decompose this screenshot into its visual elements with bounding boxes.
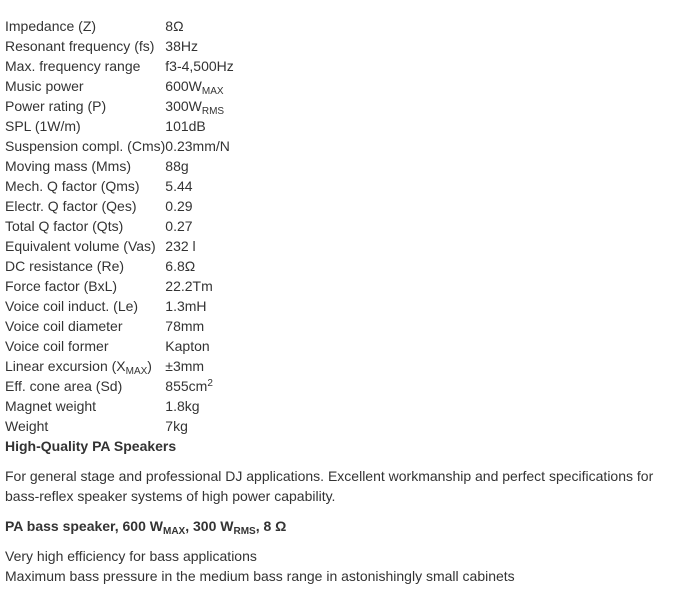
spec-value: $300W_{RMS}$ xyxy=(165,98,225,117)
spec-value: 22.2Tm xyxy=(165,278,213,294)
spec-label: Electr. Q factor (Qes) xyxy=(5,198,137,214)
feature-item: Maximum bass pressure in the medium bass range in astonishingly small cabinets xyxy=(5,568,515,584)
spec-row xyxy=(5,16,234,36)
spec-row xyxy=(5,356,234,376)
spec-value: 232 l xyxy=(165,238,196,254)
spec-label: Voice coil former xyxy=(5,338,109,354)
spec-label: Moving mass (Mms) xyxy=(5,158,132,174)
spec-row xyxy=(5,96,234,116)
spec-value: 8Ω xyxy=(165,18,184,34)
spec-row xyxy=(5,276,234,296)
spec-row xyxy=(5,296,234,316)
spec-label: Magnet weight xyxy=(5,398,97,414)
spec-label: Suspension compl. (Cms) xyxy=(5,138,166,154)
spec-value: 0.27 xyxy=(165,218,193,234)
spec-label: Mech. Q factor (Qms) xyxy=(5,178,140,194)
spec-row xyxy=(5,36,234,56)
spec-label: Equivalent volume (Vas) xyxy=(5,238,156,254)
spec-value: 88g xyxy=(165,158,189,174)
spec-value: $855cm^2$ xyxy=(165,378,213,394)
spec-value: f3-4,500Hz xyxy=(165,58,234,74)
spec-label: Linear excursion $(X_{MAX})$ xyxy=(5,358,152,377)
spec-value: 1.3mH xyxy=(165,298,207,314)
spec-label: Impedance (Z) xyxy=(5,18,97,34)
spec-value: 0.29 xyxy=(165,198,193,214)
spec-row xyxy=(5,236,234,256)
spec-value: 78mm xyxy=(165,318,205,334)
spec-row xyxy=(5,316,234,336)
spec-row xyxy=(5,176,234,196)
specs-table xyxy=(5,16,234,436)
spec-value: 0.23mm/N xyxy=(165,138,230,154)
spec-label: Voice coil induct. (Le) xyxy=(5,298,139,314)
spec-value: 38Hz xyxy=(165,38,198,54)
spec-value: 6.8Ω xyxy=(165,258,196,274)
spec-label: Voice coil diameter xyxy=(5,318,123,334)
spec-row xyxy=(5,116,234,136)
spec-label: Force factor (BxL) xyxy=(5,278,118,294)
spec-label: Power rating (P) xyxy=(5,98,107,114)
spec-row xyxy=(5,336,234,356)
product-heading: High-Quality PA Speakers xyxy=(5,438,177,454)
spec-row xyxy=(5,216,234,236)
product-subheading: PA bass speaker, 600 $W_{MAX}$, 300 $W_{RMS}$, 8 Ω xyxy=(5,518,287,537)
spec-value: 5.44 xyxy=(165,178,193,194)
spec-label: Weight xyxy=(5,418,49,434)
intro-paragraph: For general stage and professional DJ applications. Excellent workmanship and perfect specifications for bass-reflex speaker systems of high power capability. xyxy=(5,468,654,504)
spec-row xyxy=(5,56,234,76)
spec-label: SPL (1W/m) xyxy=(5,118,81,134)
spec-row xyxy=(5,156,234,176)
feature-item: Very high efficiency for bass applications xyxy=(5,548,257,564)
spec-value: $600W_{MAX}$ xyxy=(165,78,224,97)
spec-row xyxy=(5,396,234,416)
spec-value: ±3mm xyxy=(165,358,205,374)
spec-value: 101dB xyxy=(165,118,206,134)
spec-label: Resonant frequency (fs) xyxy=(5,38,155,54)
spec-row xyxy=(5,416,234,436)
spec-value: Kapton xyxy=(165,338,210,354)
spec-row xyxy=(5,136,234,156)
spec-value: 7kg xyxy=(165,418,188,434)
spec-value: 1.8kg xyxy=(165,398,200,414)
spec-row xyxy=(5,376,234,396)
spec-row xyxy=(5,76,234,96)
spec-label: Total Q factor (Qts) xyxy=(5,218,124,234)
spec-label: Music power xyxy=(5,78,84,94)
spec-label: Eff. cone area (Sd) xyxy=(5,378,123,394)
spec-label: Max. frequency range xyxy=(5,58,141,74)
spec-row xyxy=(5,256,234,276)
feature-list xyxy=(5,546,670,586)
product-description xyxy=(5,16,670,586)
spec-row xyxy=(5,196,234,216)
spec-label: DC resistance (Re) xyxy=(5,258,125,274)
